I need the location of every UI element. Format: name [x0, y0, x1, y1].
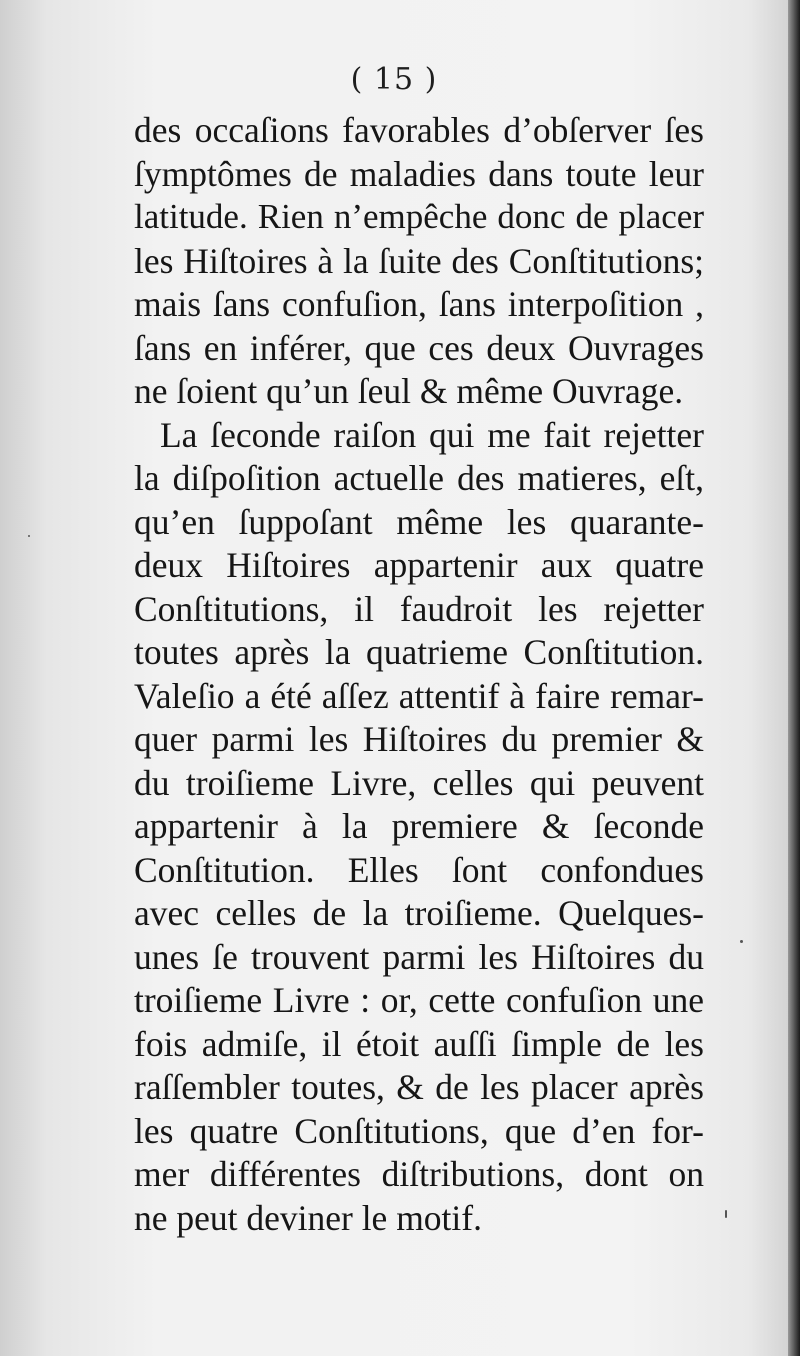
text-line: qu’en ſuppoſant même les quarante- — [134, 501, 704, 542]
text-line: fois admiſe, il étoit auſſi ſimple de les — [134, 1023, 704, 1064]
text-line: les quatre Conſtitutions, que d’en for- — [134, 1110, 704, 1151]
text-line: ne peut deviner le motif. — [134, 1197, 482, 1238]
text-line: appartenir à la premiere & ſeconde — [134, 806, 704, 846]
text-line: ſymptômes de maladies dans toute leur — [134, 153, 704, 194]
text-line: avec celles de la troiſieme. Quelques- — [134, 893, 704, 933]
text-line: Valeſio a été aſſez attentif à faire remar- — [134, 675, 704, 716]
text-line: les Hiſtoires à la ſuite des Conſtitutions; — [134, 240, 704, 281]
text-line: latitude. Rien n’empêche donc de placer — [134, 197, 704, 236]
text-line: deux Hiſtoires appartenir aux quatre — [134, 545, 704, 585]
text-line: toutes après la quatrieme Conſtitution. — [134, 632, 704, 672]
text-line: des occaſions favorables d’obſerver ſes — [134, 110, 704, 150]
text-line: troiſieme Livre : or, cette confuſion une — [134, 980, 704, 1020]
text-line: ne ſoient qu’un ſeul & même Ouvrage. — [134, 371, 684, 411]
page-number: ( 15 ) — [350, 62, 438, 97]
text-line: mer différentes diſtributions, dont on — [134, 1154, 704, 1194]
text-line: La ſeconde raiſon qui me fait rejetter — [160, 414, 704, 455]
text-line: quer parmi les Hiſtoires du premier & — [134, 719, 704, 759]
text-line: ſans en inférer, que ces deux Ouvrages — [134, 327, 704, 368]
text-line: unes ſe trouvent parmi les Hiſtoires du — [134, 936, 704, 977]
text-line: Conſtitutions, il faudroit les rejetter — [134, 588, 704, 629]
text-line: raſſembler toutes, & de les placer après — [134, 1067, 704, 1107]
text-line: du troiſieme Livre, celles qui peuvent — [134, 762, 704, 803]
paper-speck — [740, 940, 743, 943]
text-line: la diſpoſition actuelle des matieres, eſt, — [134, 458, 704, 498]
page-edge — [788, 0, 800, 1356]
paper-speck — [725, 1210, 727, 1218]
paper-speck — [28, 535, 30, 537]
text-line: Conſtitution. Elles ſont confondues — [134, 849, 704, 890]
text-line: mais ſans confuſion, ſans interpoſition , — [134, 284, 704, 324]
